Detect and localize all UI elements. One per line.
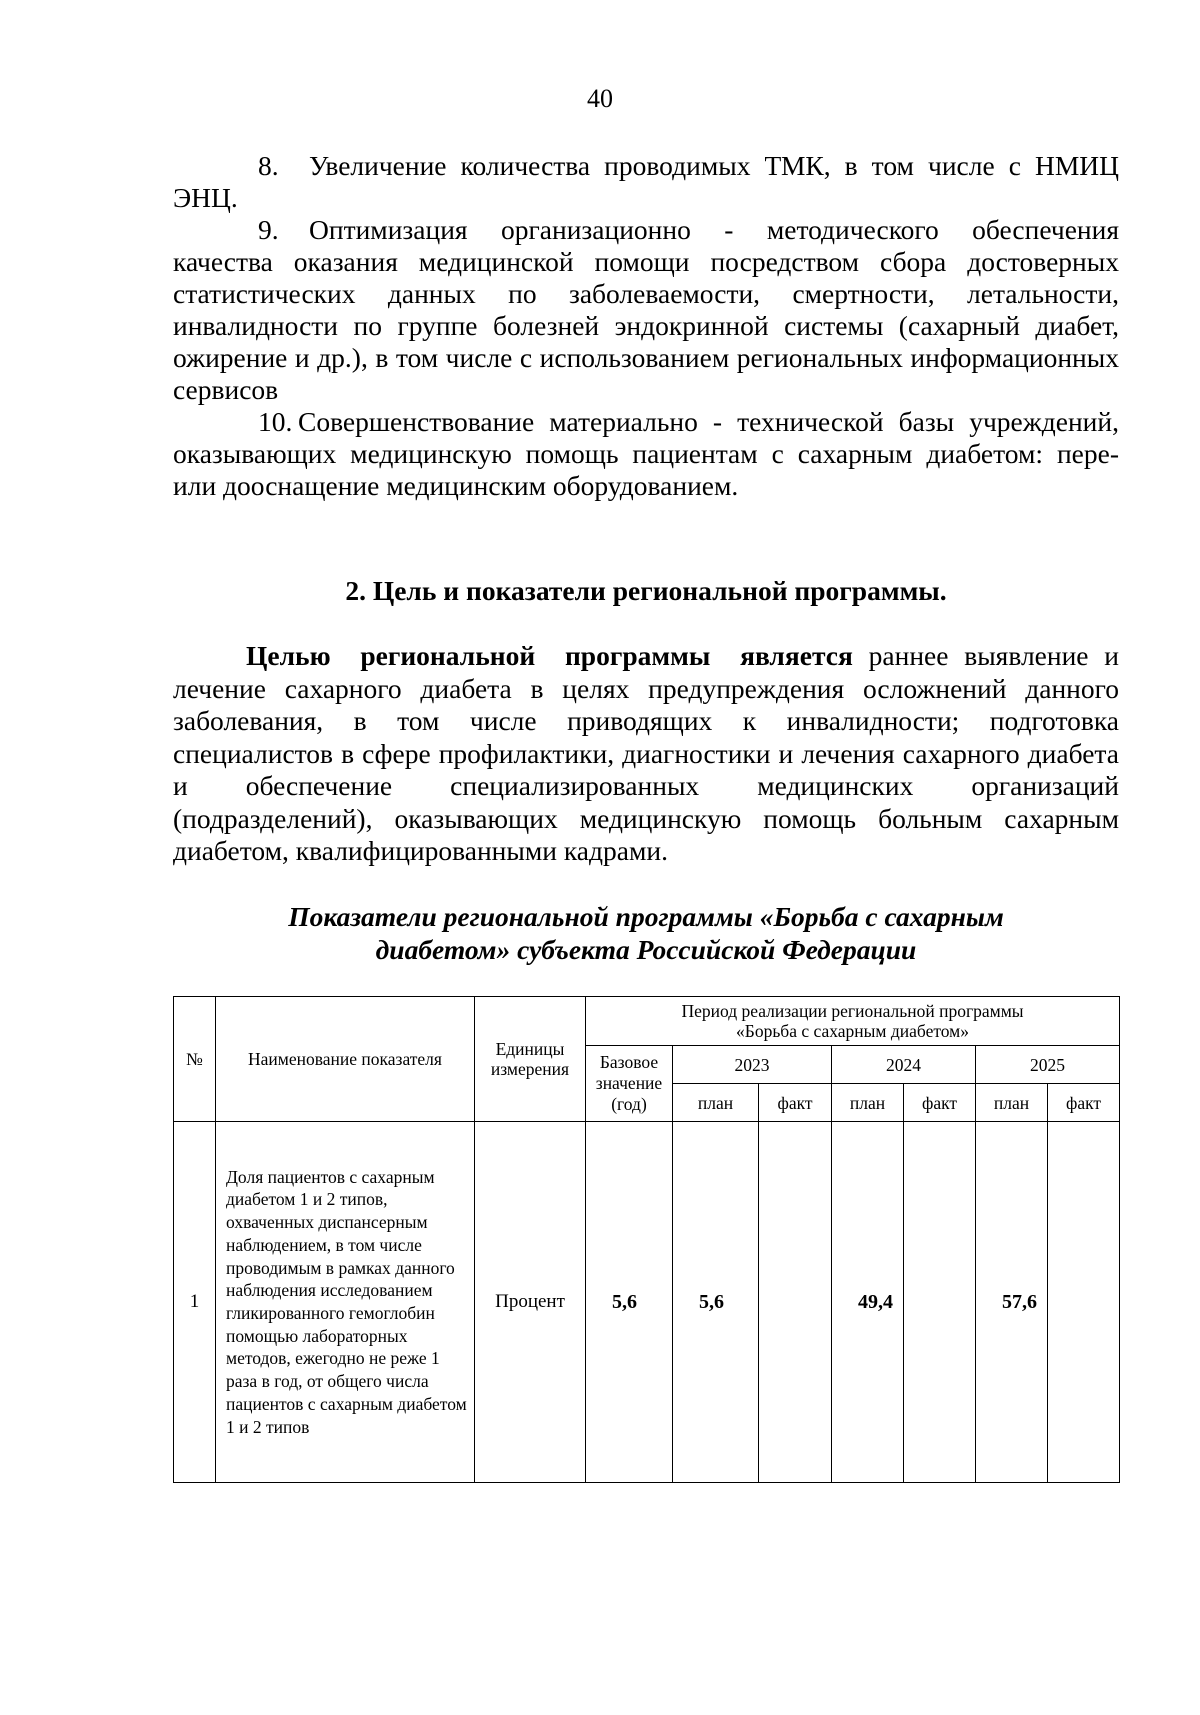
row-plan-2025: 57,6 <box>976 1122 1048 1483</box>
header-base <box>586 1046 673 1122</box>
section-heading: 2. Цель и показатели региональной программы. <box>345 575 947 606</box>
row-fact-2025 <box>1048 1122 1120 1483</box>
header-unit: Единицы измерения <box>475 997 586 1122</box>
table-title <box>173 900 1119 966</box>
indicators-table <box>173 996 1120 1483</box>
list-item <box>173 214 1119 406</box>
header-fact: факт <box>904 1084 976 1122</box>
row-unit: Процент <box>475 1122 586 1483</box>
list-item-number: 9. <box>258 214 279 245</box>
header-period-line: Период реализации региональной программы <box>681 1001 1024 1021</box>
header-period <box>586 997 1120 1046</box>
table-row <box>174 1122 1120 1483</box>
header-year-2023: 2023 <box>673 1046 832 1084</box>
row-fact-2023 <box>759 1122 832 1483</box>
list-item-number: 8. <box>258 150 279 181</box>
row-name: Доля пациентов с сахарным диабетом 1 и 2 типов, охваченных диспансерным наблюдением, в том числе проводимым в рамках данного наблюдения исследованием гликированного гемоглобин помощью лабораторных методов, ежегодно не реже 1 раза в год, от общего числа пациентов с сахарным диабетом 1 и 2 типов <box>216 1122 475 1483</box>
header-plan: план <box>832 1084 904 1122</box>
header-base-line: значение <box>595 1073 663 1093</box>
header-fact: факт <box>759 1084 832 1122</box>
goal-paragraph <box>173 640 1119 868</box>
header-plan: план <box>976 1084 1048 1122</box>
list-item-text: Совершенствование материально - технической базы учреждений, оказывающих медицинскую помощь пациентам с сахарным диабетом: пере- или дооснащение медицинским оборудованием. <box>173 406 1119 501</box>
list-item-number: 10. <box>258 406 293 437</box>
header-base-line: (год) <box>611 1094 647 1114</box>
header-name: Наименование показателя <box>216 997 475 1122</box>
header-period-line: «Борьба с сахарным диабетом» <box>736 1021 969 1041</box>
row-fact-2024 <box>904 1122 976 1483</box>
header-plan: план <box>673 1084 759 1122</box>
header-fact: факт <box>1048 1084 1120 1122</box>
list-item-text: Оптимизация организационно - методического обеспечения качества оказания медицинской помощи посредством сбора достоверных статистических данных по заболеваемости, смертности, летальности, инвалидности по группе болезней эндокринной системы (сахарный диабет, ожирение и др.), в том числе с использованием региональных информационных сервисов <box>173 214 1119 405</box>
list-item-text: Увеличение количества проводимых ТМК, в том числе с НМИЦ ЭНЦ. <box>173 150 1119 213</box>
header-year-2024: 2024 <box>832 1046 976 1084</box>
header-year-2025: 2025 <box>976 1046 1120 1084</box>
header-base-line: Базовое <box>599 1052 659 1072</box>
row-plan-2024: 49,4 <box>832 1122 904 1483</box>
table-title-line: диабетом» субъекта Российской Федерации <box>375 934 917 965</box>
page-number: 40 <box>587 84 613 113</box>
table-title-line: Показатели региональной программы «Борьба с сахарным <box>288 901 1004 932</box>
goal-lead: Целью региональной программы является <box>246 640 853 671</box>
row-plan-2023: 5,6 <box>673 1122 759 1483</box>
numbered-list <box>173 150 1119 502</box>
goal-text: раннее выявление и лечение сахарного диабета в целях предупреждения осложнений данного заболевания, в том числе приводящих к инвалидности; подготовка специалистов в сфере профилактики, диагностики и лечения сахарного диабета и обеспечение специализированных медицинских организаций (подразделений), оказывающих медицинскую помощь больным сахарным диабетом, квалифицированными кадрами. <box>173 640 1119 866</box>
row-num: 1 <box>174 1122 216 1483</box>
list-item <box>173 406 1119 502</box>
row-base: 5,6 <box>586 1122 673 1483</box>
header-num: № <box>174 997 216 1122</box>
list-item <box>173 150 1119 214</box>
